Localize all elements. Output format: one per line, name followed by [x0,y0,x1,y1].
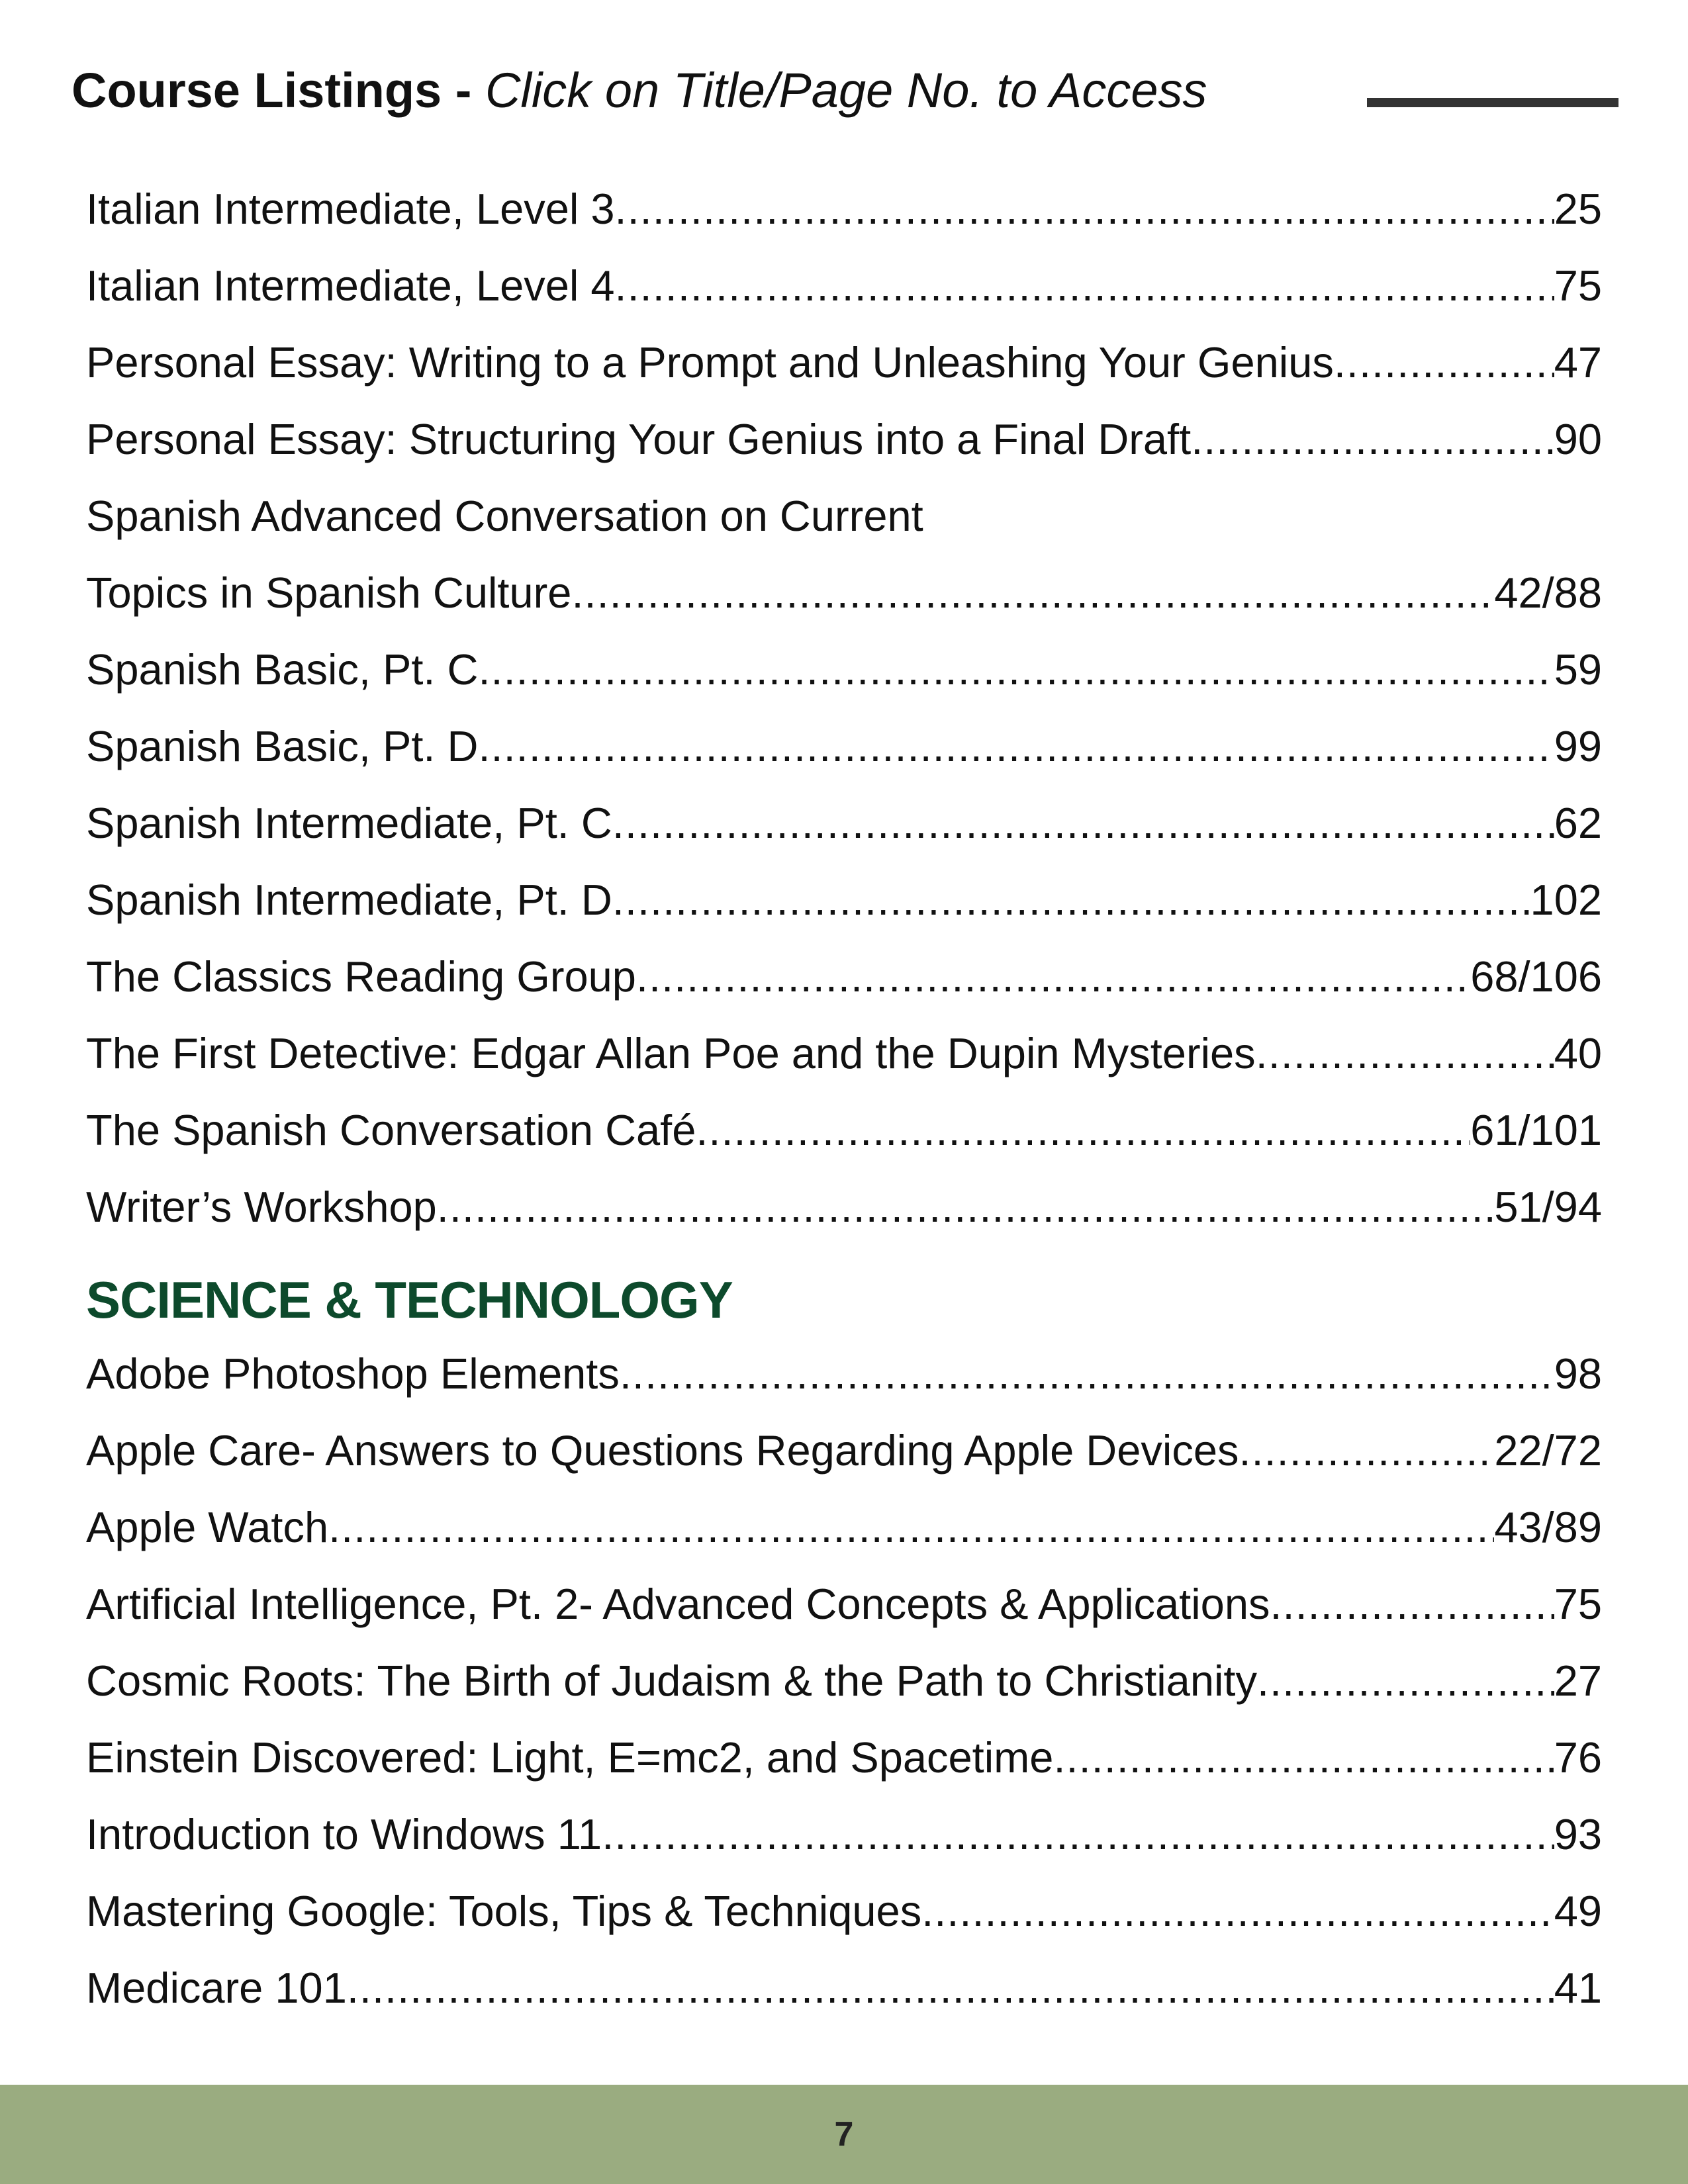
page-header [71,63,1207,118]
course-listing-row[interactable] [86,862,1602,938]
course-title-link[interactable]: Apple Care- Answers to Questions Regarding Apple Devices [86,1426,1239,1475]
page-number-link[interactable]: 102 [1530,876,1602,924]
course-title-link[interactable]: Italian Intermediate, Level 4 [86,261,615,310]
course-listing-row[interactable] [86,708,1602,785]
course-listing-row[interactable] [86,1169,1602,1246]
course-listing-row[interactable] [86,1796,1602,1873]
course-title-link[interactable]: Medicare 101 [86,1964,347,2012]
course-listing-row[interactable] [86,1489,1602,1566]
dot-leader [1256,1015,1554,1092]
page-number-link[interactable]: 62 [1554,799,1602,847]
dot-leader [921,1873,1554,1950]
dot-leader [612,785,1554,862]
page-number-link[interactable]: 93 [1554,1810,1602,1858]
course-listing-row[interactable] [86,478,1602,555]
page-number-link[interactable]: 98 [1554,1349,1602,1398]
course-title-link[interactable]: Spanish Basic, Pt. C [86,645,479,694]
page-number-link[interactable]: 61/101 [1470,1106,1602,1154]
page-number-link[interactable]: 25 [1554,185,1602,233]
course-listing-row[interactable] [86,938,1602,1015]
page-number-link[interactable]: 47 [1554,338,1602,387]
section-heading-science-technology: SCIENCE & TECHNOLOGY [86,1271,733,1329]
dot-leader [1334,324,1554,401]
page-number: 7 [834,2115,854,2154]
course-listing-row[interactable] [86,1643,1602,1719]
dot-leader [1053,1719,1554,1796]
course-listing-row[interactable] [86,555,1602,631]
course-listing-row[interactable] [86,401,1602,478]
dot-leader [1239,1412,1494,1489]
dot-leader [612,862,1530,938]
dot-leader [602,1796,1554,1873]
course-title-link[interactable]: The First Detective: Edgar Allan Poe and the Dupin Mysteries [86,1029,1256,1077]
course-title-link[interactable]: Einstein Discovered: Light, E=mc2, and Spacetime [86,1733,1054,1782]
course-listing-row[interactable] [86,631,1602,708]
page-number-link[interactable]: 40 [1554,1029,1602,1077]
dot-leader [615,171,1554,248]
course-title-link[interactable]: Adobe Photoshop Elements [86,1349,620,1398]
course-listing-row[interactable] [86,1092,1602,1169]
dot-leader [437,1169,1495,1246]
page-number-link[interactable]: 49 [1554,1887,1602,1935]
page-number-link[interactable]: 43/89 [1494,1503,1602,1551]
course-listing-row[interactable] [86,1015,1602,1092]
course-listing-row[interactable] [86,1412,1602,1489]
page-number-link[interactable]: 59 [1554,645,1602,694]
course-title-link[interactable]: Apple Watch [86,1503,329,1551]
dot-leader [1270,1566,1554,1643]
page-number-link[interactable]: 90 [1554,415,1602,463]
page-number-link[interactable]: 41 [1554,1964,1602,2012]
course-title-link[interactable]: Artificial Intelligence, Pt. 2- Advanced Concepts & Applications [86,1580,1270,1628]
course-listing-row[interactable] [86,324,1602,401]
course-title-link[interactable]: Topics in Spanish Culture [86,569,572,617]
course-listing-row[interactable] [86,248,1602,324]
course-title-link[interactable]: Italian Intermediate, Level 3 [86,185,615,233]
page-number-link[interactable]: 51/94 [1494,1183,1602,1231]
science-course-list [86,1336,1602,2026]
dot-leader [620,1336,1554,1412]
dot-leader [479,631,1554,708]
page-number-link[interactable]: 99 [1554,722,1602,770]
course-title-link[interactable]: Cosmic Roots: The Birth of Judaism & the Path to Christianity [86,1657,1257,1705]
dot-leader [1257,1643,1554,1719]
languages-course-list [86,171,1602,1246]
course-title-link[interactable]: Personal Essay: Writing to a Prompt and Unleashing Your Genius [86,338,1334,387]
page-number-link[interactable]: 75 [1554,261,1602,310]
course-title-link[interactable]: Personal Essay: Structuring Your Genius into a Final Draft [86,415,1192,463]
course-listing-row[interactable] [86,1873,1602,1950]
course-listing-row[interactable] [86,1566,1602,1643]
course-title-link[interactable]: Spanish Basic, Pt. D [86,722,479,770]
course-title-link[interactable]: The Classics Reading Group [86,952,636,1001]
dot-leader [347,1950,1554,2026]
dot-leader [571,555,1494,631]
header-title: Course Listings - [71,63,485,118]
course-title-link[interactable]: Spanish Intermediate, Pt. D [86,876,612,924]
page-number-link[interactable]: 68/106 [1470,952,1602,1001]
dot-leader [479,708,1554,785]
course-title-link[interactable]: Spanish Intermediate, Pt. C [86,799,612,847]
dot-leader [615,248,1554,324]
course-title-link[interactable]: Introduction to Windows 11 [86,1810,602,1858]
course-title-link[interactable]: Writer’s Workshop [86,1183,437,1231]
page-number-link[interactable]: 76 [1554,1733,1602,1782]
course-title-link[interactable]: Mastering Google: Tools, Tips & Techniques [86,1887,922,1935]
page-number-link[interactable]: 75 [1554,1580,1602,1628]
page-number-link[interactable]: 22/72 [1494,1426,1602,1475]
header-instruction: Click on Title/Page No. to Access [485,63,1207,118]
page-number-link[interactable]: 42/88 [1494,569,1602,617]
course-listing-row[interactable] [86,1950,1602,2026]
course-title-link[interactable]: Spanish Advanced Conversation on Current [86,492,923,540]
course-listing-row[interactable] [86,785,1602,862]
course-listing-row[interactable] [86,1336,1602,1412]
header-rule [1367,98,1618,107]
footer-band [0,2085,1688,2184]
course-title-link[interactable]: The Spanish Conversation Café [86,1106,696,1154]
dot-leader [1191,401,1554,478]
dot-leader [636,938,1470,1015]
course-listing-row[interactable] [86,171,1602,248]
dot-leader [328,1489,1494,1566]
dot-leader [696,1092,1470,1169]
course-listing-row[interactable] [86,1719,1602,1796]
page-number-link[interactable]: 27 [1554,1657,1602,1705]
